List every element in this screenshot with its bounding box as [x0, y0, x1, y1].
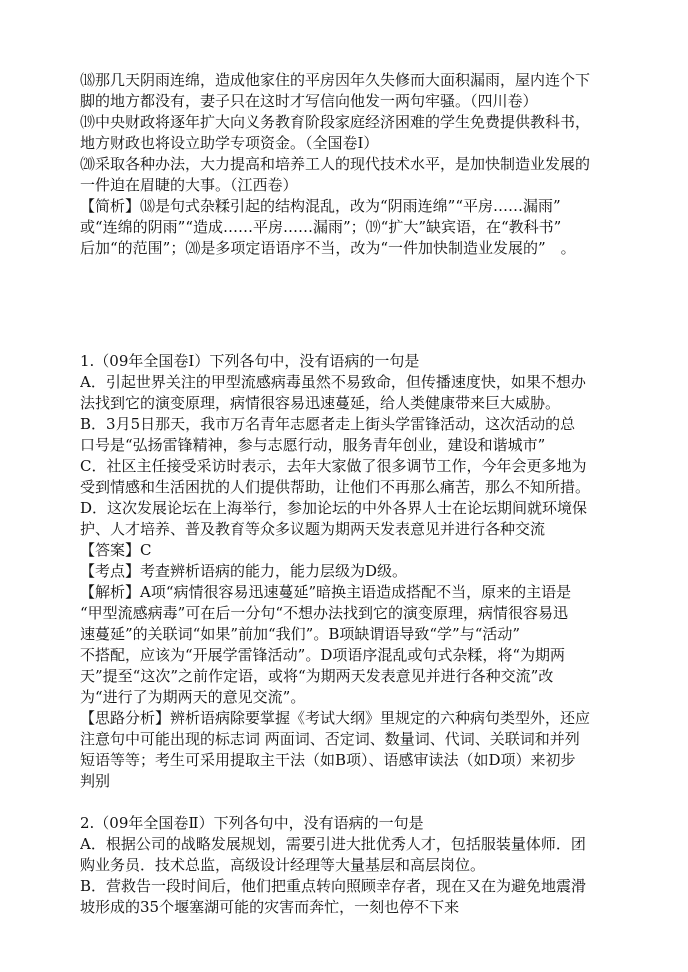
spacer — [80, 792, 642, 813]
option-b-cont: 口号是“弘扬雷锋精神，参与志愿行动，服务青年创业，建设和谐城市” — [80, 436, 546, 454]
question-stem: 1.（09年全国卷Ⅰ）下列各句中，没有语病的一句是 — [80, 352, 420, 370]
approach-line: 注意句中可能出现的标志词 两面词、否定词、数量词、代词、关联词和并列 — [80, 730, 580, 748]
option-c: C．社区主任接受采访时表示，去年大家做了很多调节工作，今年会更多地为 — [80, 457, 587, 475]
approach-line: 判别 — [80, 772, 111, 790]
document-page — [80, 70, 642, 918]
text-line: ⒇采取各种办法，大力提高和培养工人的现代技术水平，是加快制造业发展的 — [80, 155, 591, 173]
option-d-cont: 护、人才培养、普及教育等众多议题为期两天发表意见并进行各种交流 — [80, 520, 546, 538]
explanation-line: 为“进行了为期两天的意见交流”。 — [80, 688, 306, 706]
analysis-line: 或“连绵的阴雨”“造成……平房……漏雨”；⒆“扩大”缺宾语，在“教科书” — [80, 218, 562, 236]
text-line: ⒅那几天阴雨连绵，造成他家住的平房因年久失修而大面积漏雨，屋内连个下 — [80, 71, 591, 89]
analysis-line: 后加“的范围”；⒇是多项定语语序不当，改为“一件加快制造业发展的” 。 — [80, 239, 576, 257]
approach-line: 【思路分析】辨析语病除要掌握《考试大纲》里规定的六种病句类型外，还应 — [80, 709, 591, 727]
option-a: A．根据公司的战略发展规划，需要引进大批优秀人才，包括服装量体师．团 — [80, 835, 586, 853]
option-b: B．营救告一段时间后，他们把重点转向照顾幸存者，现在又在为避免地震滑 — [80, 877, 587, 895]
question-stem: 2.（09年全国卷Ⅱ）下列各句中，没有语病的一句是 — [80, 814, 424, 832]
spacer — [80, 259, 642, 351]
question-2 — [80, 813, 642, 918]
option-b-cont: 坡形成的35个堰塞湖可能的灾害而奔忙，一刻也停不下来 — [80, 898, 460, 916]
intro-section — [80, 70, 642, 259]
explanation-line: 【解析】A项“病情很容易迅速蔓延”暗换主语造成搭配不当，原来的主语是 — [80, 583, 572, 601]
option-a-cont: 法找到它的演变原理，病情很容易迅速蔓延，给人类健康带来巨大威胁。 — [80, 394, 561, 412]
explanation-line: 速蔓延”的关联词“如果”前加“我们”。B项缺谓语导致“学”与“活动” — [80, 625, 521, 643]
text-line: ⒆中央财政将逐年扩大向义务教育阶段家庭经济困难的学生免费提供教科书， — [80, 113, 591, 131]
text-line: 地方财政也将设立助学专项资金。（全国卷Ⅰ） — [80, 134, 379, 152]
text-line: 一件迫在眉睫的大事。（江西卷） — [80, 176, 298, 194]
test-point-line: 【考点】考查辨析语病的能力，能力层级为D级。 — [80, 562, 408, 580]
question-1 — [80, 351, 642, 792]
option-a-cont: 购业务员．技术总监，高级设计经理等大量基层和高层岗位。 — [80, 856, 486, 874]
explanation-line: “甲型流感病毒”可在后一分句“不想办法找到它的演变原理，病情很容易迅 — [80, 604, 569, 622]
option-d: D．这次发展论坛在上海举行，参加论坛的中外各界人士在论坛期间就环境保 — [80, 499, 588, 517]
explanation-line: 不搭配，应该为“开展学雷锋活动”。D项语序混乱或句式杂糅，将“为期两 — [80, 646, 566, 664]
option-a: A．引起世界关注的甲型流感病毒虽然不易致命，但传播速度快，如果不想办 — [80, 373, 586, 391]
option-b: B．3月5日那天，我市万名青年志愿者走上街头学雷锋活动，这次活动的总 — [80, 415, 576, 433]
text-line: 脚的地方都没有，妻子只在这时才写信向他发一两句牢骚。（四川卷） — [80, 92, 538, 110]
explanation-line: 天”提至“这次”之前作定语，或将“为期两天发表意见并进行各种交流”改 — [80, 667, 554, 685]
approach-line: 短语等等；考生可采用提取主干法（如B项）、语感审读法（如D项）来初步 — [80, 751, 576, 769]
option-c-cont: 受到情感和生活困扰的人们提供帮助，让他们不再那么痛苦，那么不知所措。 — [80, 478, 591, 496]
analysis-line: 【简析】⒅是句式杂糅引起的结构混乱，改为“阴雨连绵”“平房……漏雨” — [80, 197, 561, 215]
answer-line: 【答案】C — [80, 541, 152, 559]
